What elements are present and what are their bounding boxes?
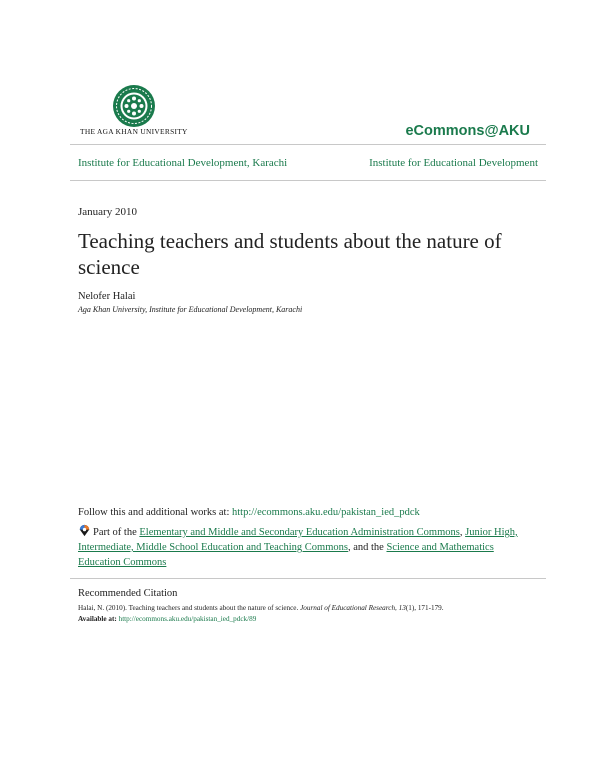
- follow-line: [78, 507, 420, 518]
- citation-plain: Halai, N. (2010). Teaching teachers and students about the nature of science.: [78, 604, 301, 612]
- institute-link-left[interactable]: Institute for Educational Development, Karachi: [78, 157, 288, 169]
- logo-text: THE AGA KHAN UNIVERSITY: [80, 127, 188, 136]
- available-label: Available at:: [78, 615, 119, 623]
- institute-link-right[interactable]: Institute for Educational Development: [369, 157, 538, 169]
- part-of-sep-1: ,: [459, 527, 466, 538]
- commons-link-2[interactable]: Junior High, Intermediate, Middle School Education and Teaching Commons: [78, 527, 518, 553]
- author-name: Nelofer Halai: [78, 291, 136, 302]
- author-affiliation: Aga Khan University, Institute for Educational Development, Karachi: [78, 305, 303, 314]
- citation-text: [78, 603, 538, 625]
- aku-emblem-icon: [112, 84, 156, 128]
- follow-url-link[interactable]: http://ecommons.aku.edu/pakistan_ied_pdck: [232, 507, 420, 518]
- citation-heading: Recommended Citation: [78, 588, 178, 599]
- citation-journal: Journal of Educational Research, 13: [300, 604, 406, 612]
- part-of-prefix: Part of the: [93, 527, 140, 538]
- nav-divider: [70, 180, 546, 181]
- brand-link[interactable]: eCommons@AKU: [405, 123, 530, 139]
- header-divider: [70, 144, 546, 145]
- network-pin-icon: [78, 524, 91, 537]
- publication-date: January 2010: [78, 206, 137, 218]
- citation-issue: (1), 171-179.: [405, 604, 444, 612]
- article-title: Teaching teachers and students about the nature of science: [78, 229, 502, 279]
- citation-divider: [70, 578, 546, 579]
- follow-prefix: Follow this and additional works at:: [78, 507, 232, 518]
- commons-link-3[interactable]: Science and Mathematics Education Commons: [78, 542, 494, 568]
- part-of-line: [78, 524, 528, 570]
- available-url-link[interactable]: http://ecommons.aku.edu/pakistan_ied_pdck/89: [118, 615, 257, 623]
- part-of-sep-2: , and the: [347, 542, 387, 553]
- commons-link-1[interactable]: Elementary and Middle and Secondary Education Administration Commons: [139, 527, 460, 538]
